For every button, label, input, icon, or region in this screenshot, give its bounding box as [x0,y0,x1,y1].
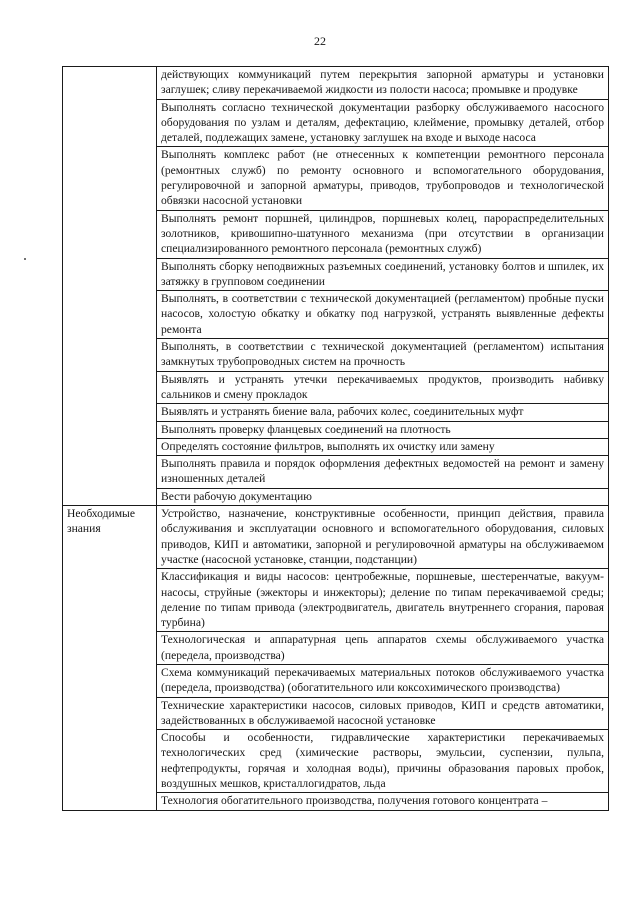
table-cell: Определять состояние фильтров, выполнять их очистку или замену [157,438,609,455]
table-cell: Устройство, назначение, конструктивные особенности, принцип действия, правила обслуживания и эксплуатации основного и вспомогательного оборудования, силовых приводов, КИП и автоматики, запорной и регулировочной арматуры на обслуживаемом участке (насосной установке, станции, подстанции) [157,506,609,569]
table-cell: Технологическая и аппаратурная цепь аппаратов схемы обслуживаемого участка (передела, производства) [157,632,609,665]
table-cell: Схема коммуникаций перекачиваемых материальных потоков обслуживаемого участка (передела, производства) (обогатительного или коксохимического производства) [157,664,609,697]
table-cell: Технические характеристики насосов, силовых приводов, КИП и средств автоматики, задействованных в обслуживаемой насосной установке [157,697,609,730]
table-cell: Выполнять, в соответствии с технической документацией (регламентом) пробные пуски насосов, холостую обкатку и обкатку под нагрузкой, устранять выявленные дефекты ремонта [157,291,609,339]
table-cell: Классификация и виды насосов: центробежные, поршневые, шестеренчатые, вакуум-насосы, струйные (эжекторы и инжекторы); деление по типам перекачиваемой среды; деление по типам привода (электродвигатель, двигатель внутреннего сгорания, паровая турбина) [157,569,609,632]
table-cell: Вести рабочую документацию [157,488,609,505]
table-cell: Выполнять ремонт поршней, цилиндров, поршневых колец, парораспределительных золотников, кривошипно-шатунного механизма (при отсутствии в организации специализированного ремонтного персонала (ремонтных служб) [157,210,609,258]
table-row [63,67,609,100]
table-cell: Выполнять комплекс работ (не отнесенных к компетенции ремонтного персонала (ремонтных служб) по ремонту основного и вспомогательного оборудования, регулировочной и запорной арматуры, приводов, трубопроводов и технологической обвязки насосной установки [157,147,609,210]
table-cell: Выполнять правила и порядок оформления дефектных ведомостей на ремонт и замену изношенных деталей [157,456,609,489]
section-label-skills [63,67,157,506]
table-cell: Выполнять согласно технической документации разборку обслуживаемого насосного оборудования по узлам и деталям, дефектацию, клеймение, промывку деталей, отбор деталей, подлежащих замене, установку заглушек на входе и выходе насоса [157,99,609,147]
competency-table [62,66,609,811]
table-cell: Выполнять проверку фланцевых соединений на плотность [157,421,609,438]
table-cell: Технология обогатительного производства, получения готового концентрата – [157,793,609,810]
table-cell: Способы и особенности, гидравлические характеристики перекачиваемых технологических сред (химические растворы, эмульсии, суспензии, пульпа, нефтепродукты, горячая и холодная воды), причины образования паровых пробок, воздушных мешков, кристаллогидратов, льда [157,730,609,793]
table-cell: Выявлять и устранять утечки перекачиваемых продуктов, производить набивку сальников и смену прокладок [157,371,609,404]
table-cell: действующих коммуникаций путем перекрытия запорной арматуры и установки заглушек; сливу перекачиваемой жидкости из полости насоса; промывке и продувке [157,67,609,100]
table-row [63,506,609,569]
table-cell: Выполнять, в соответствии с технической документацией (регламентом) испытания замкнутых трубопроводных систем на прочность [157,339,609,372]
section-label-knowledge: Необходимые знания [63,506,157,811]
table-cell: Выполнять сборку неподвижных разъемных соединений, установку болтов и шпилек, их затяжку в групповом соединении [157,258,609,291]
table-cell: Выявлять и устранять биение вала, рабочих колес, соединительных муфт [157,404,609,421]
page-number: 22 [314,34,326,48]
scan-speck [24,258,26,260]
